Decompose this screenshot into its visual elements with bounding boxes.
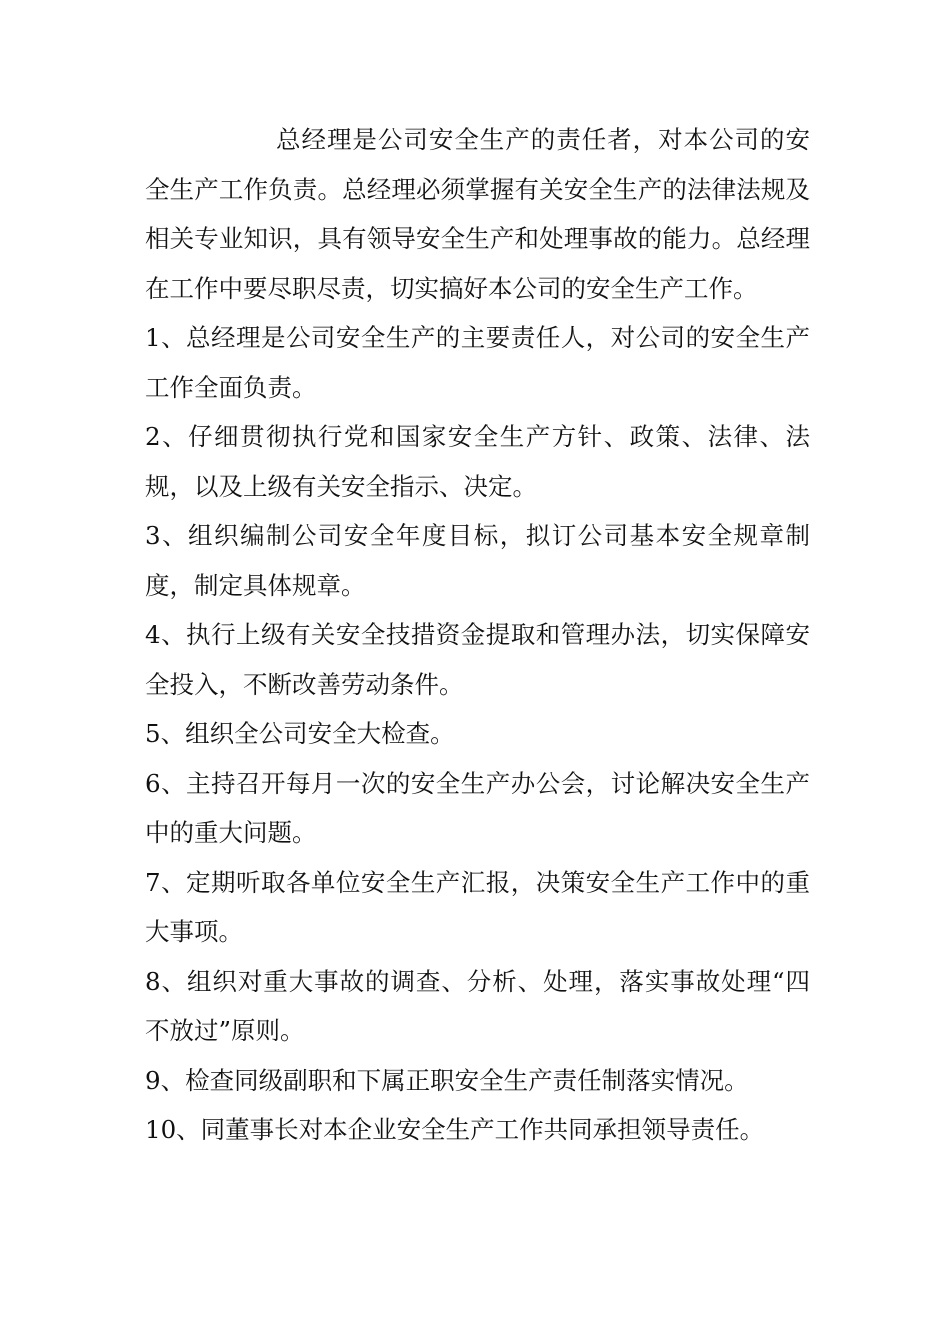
list-item-6: 6、主持召开每月一次的安全生产办公会，讨论解决安全生产中的重大问题。 [145, 768, 810, 847]
intro-paragraph: 总经理是公司安全生产的责任者，对本公司的安全生产工作负责。总经理必须掌握有关安全生产的法律法规及相关专业知识，具有领导安全生产和处理事故的能力。总经理在工作中要尽职尽责，切实搞好本公司的安全生产工作。 [145, 125, 810, 303]
list-item-8: 8、组织对重大事故的调查、分析、处理，落实事故处理“四不放过”原则。 [145, 966, 810, 1045]
document-page [145, 115, 810, 1155]
list-item-5: 5、组织全公司安全大检查。 [145, 719, 455, 748]
list-item-1: 1、总经理是公司安全生产的主要责任人，对公司的安全生产工作全面负责。 [145, 323, 810, 402]
list-item-2: 2、仔细贯彻执行党和国家安全生产方针、政策、法律、法规，以及上级有关安全指示、决定。 [145, 422, 810, 501]
list-item-7: 7、定期听取各单位安全生产汇报，决策安全生产工作中的重大事项。 [145, 867, 810, 946]
list-item-9: 9、检查同级副职和下属正职安全生产责任制落实情况。 [145, 1065, 749, 1095]
list-item-3: 3、组织编制公司安全年度目标，拟订公司基本安全规章制度，制定具体规章。 [145, 521, 810, 600]
list-item-10: 10、同董事长对本企业安全生产工作共同承担领导责任。 [145, 1115, 765, 1144]
list-item-4: 4、执行上级有关安全技措资金提取和管理办法，切实保障安全投入，不断改善劳动条件。 [145, 620, 810, 699]
